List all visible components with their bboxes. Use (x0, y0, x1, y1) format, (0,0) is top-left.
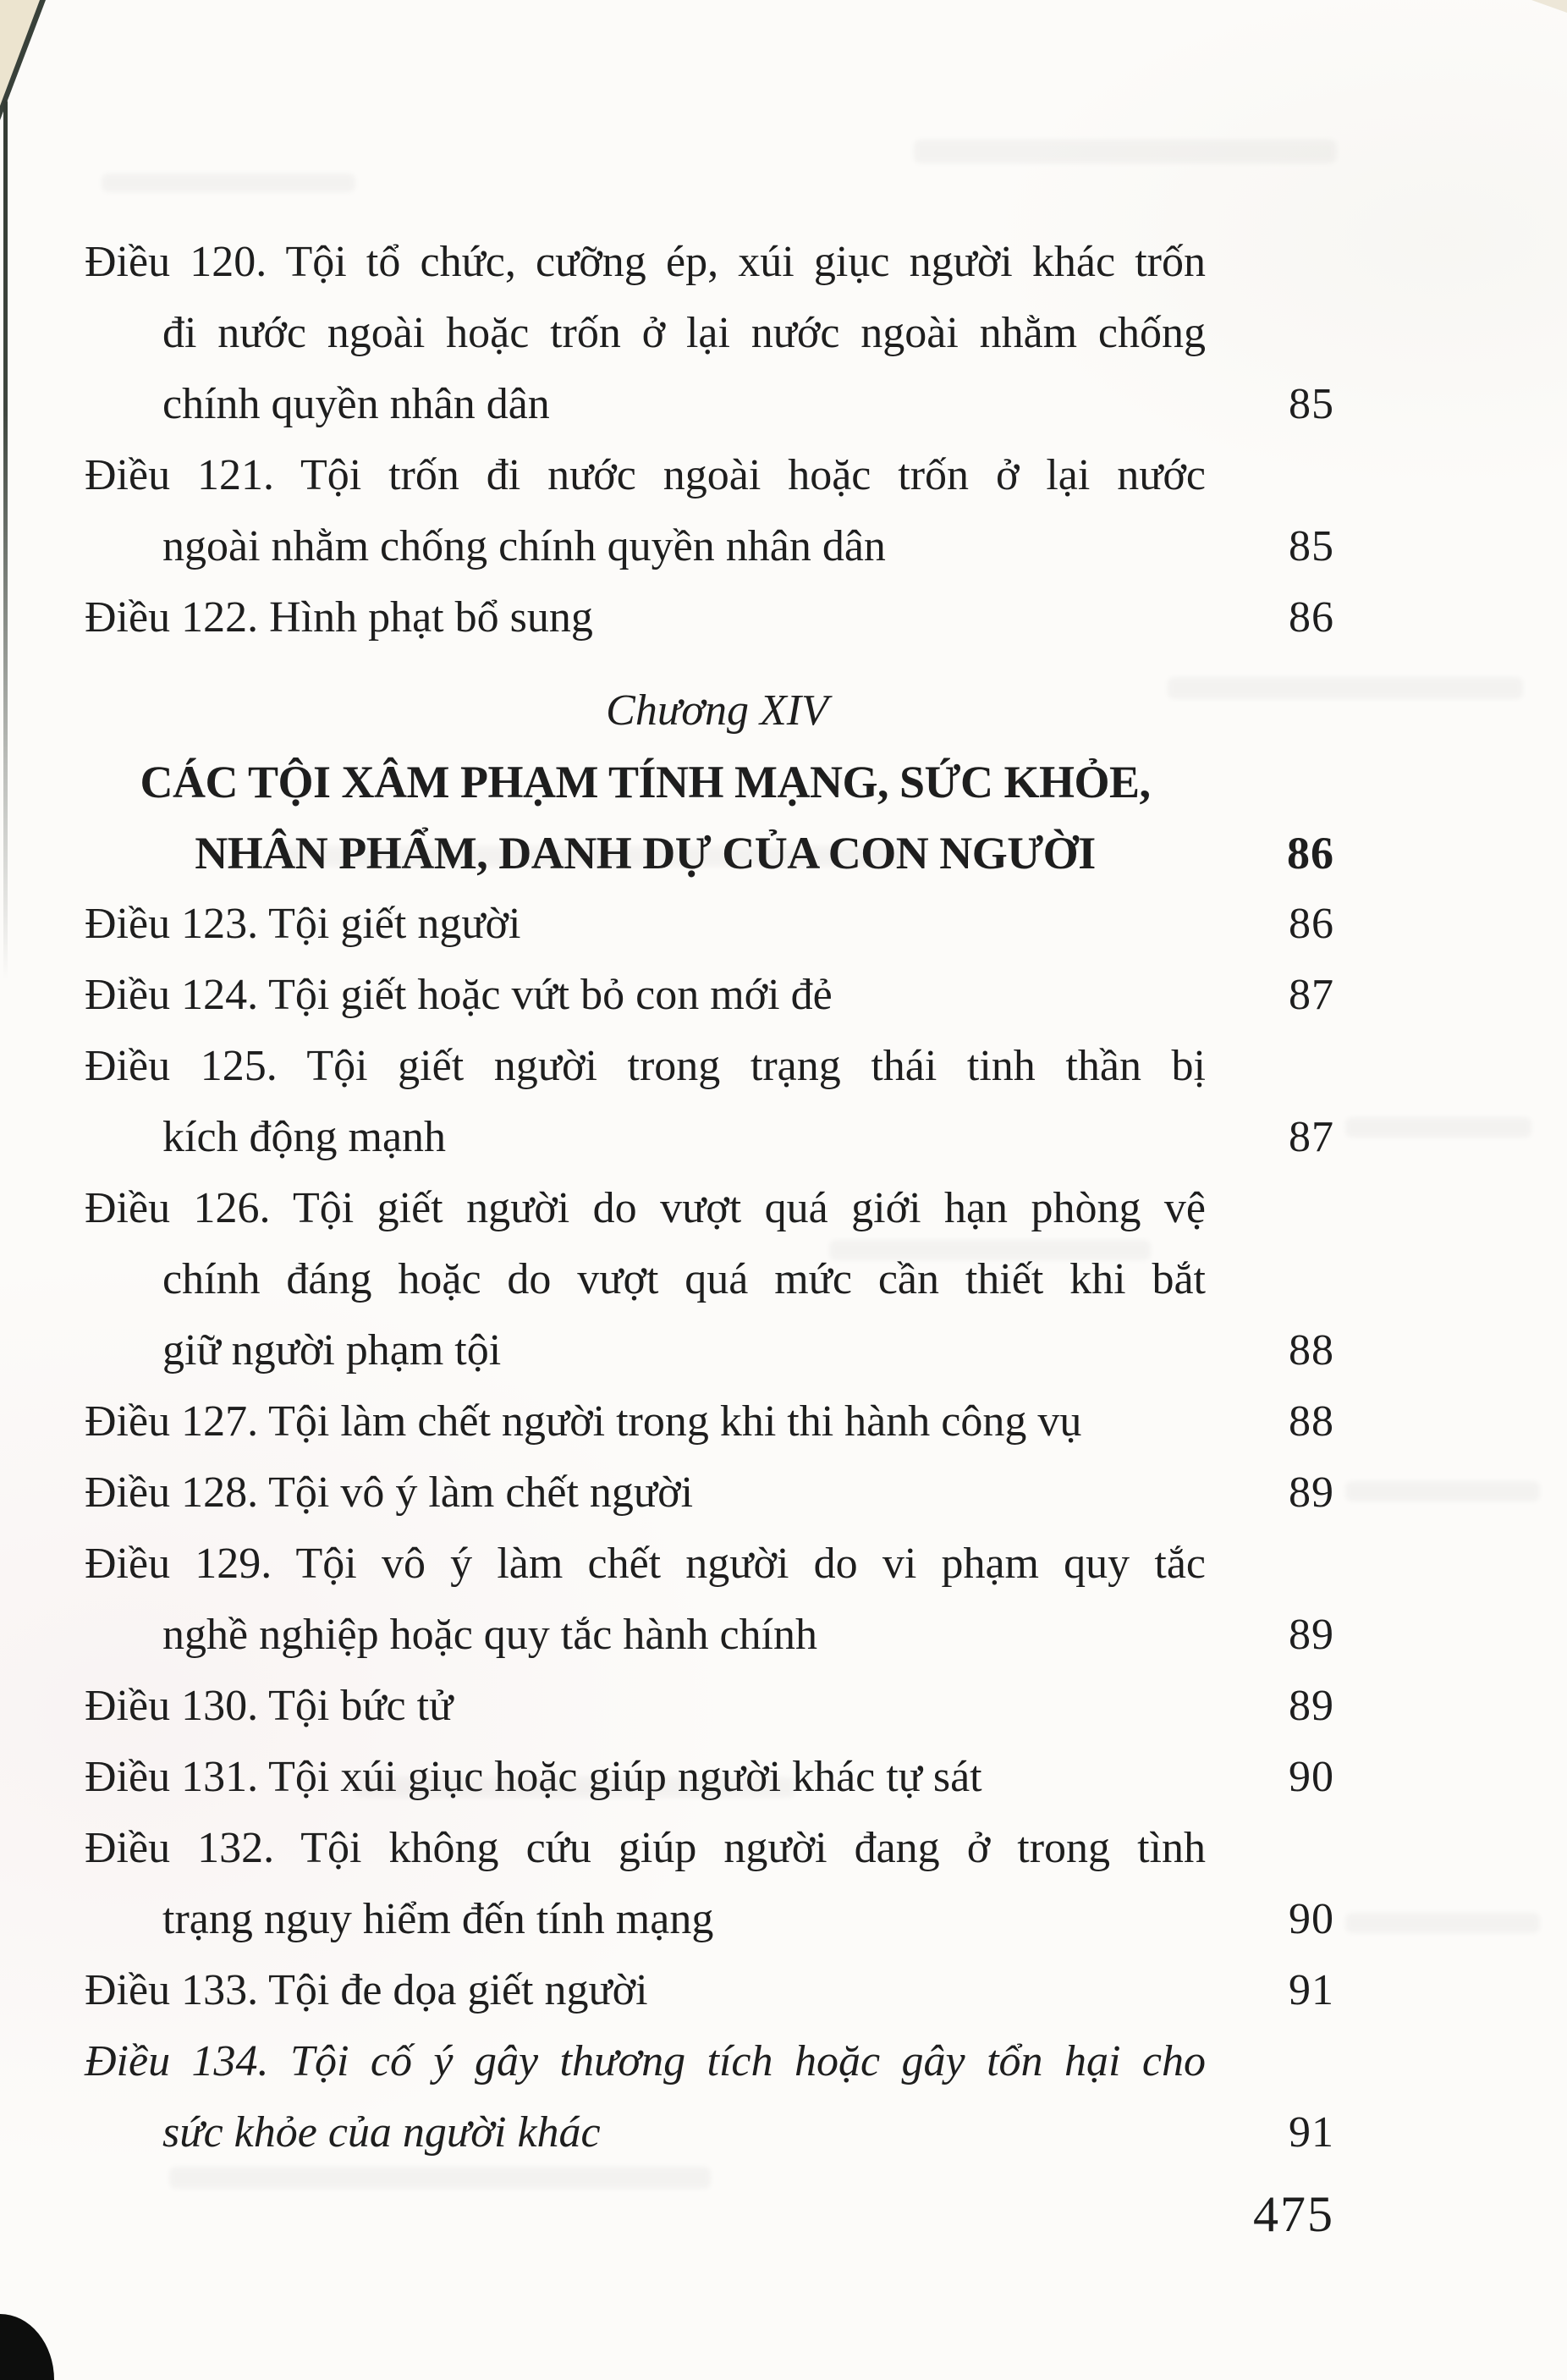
toc-page-number: 90 (1289, 1753, 1334, 1801)
page-edge-artifact-top-right (1531, 0, 1567, 13)
toc-line (85, 1031, 1334, 1102)
toc-page-number: 89 (1289, 1682, 1334, 1730)
toc-line (85, 1671, 1334, 1742)
toc-line-text: Điều 120. Tội tổ chức, cưỡng ép, xúi giục người khác trốn (85, 238, 1206, 286)
toc-line-text: Điều 130. Tội bức tử (85, 1682, 454, 1730)
toc-line (85, 1173, 1334, 1244)
toc-line-text: Điều 133. Tội đe dọa giết người (85, 1966, 648, 2014)
chapter-title-text: NHÂN PHẨM, DANH DỰ CỦA CON NGƯỜI (195, 828, 1096, 879)
toc-line-text: đi nước ngoài hoặc trốn ở lại nước ngoài nhằm chống (162, 309, 1206, 357)
toc-line (85, 2097, 1334, 2168)
show-through-artifact (102, 174, 355, 192)
toc-entry (85, 582, 1334, 653)
toc-entry (85, 1529, 1334, 1671)
toc-line (85, 1955, 1334, 2026)
toc-entry (85, 960, 1334, 1031)
toc-page-number: 88 (1289, 1326, 1334, 1375)
toc-line (85, 1742, 1334, 1813)
toc-line-text: trạng nguy hiểm đến tính mạng (162, 1895, 714, 1943)
toc-entry (85, 1813, 1334, 1955)
toc-page-number: 86 (1289, 900, 1334, 948)
toc-line (85, 1315, 1334, 1386)
toc-line (85, 1244, 1334, 1315)
toc-entry (85, 1173, 1334, 1386)
show-through-artifact (169, 2167, 711, 2189)
toc-line (85, 1457, 1334, 1529)
toc-entry (85, 1031, 1334, 1173)
toc-line-text: chính đáng hoặc do vượt quá mức cần thiết khi bắt (162, 1255, 1206, 1303)
toc-entry (85, 889, 1334, 960)
toc-entry (85, 2026, 1334, 2168)
toc-line-text: kích động mạnh (162, 1113, 447, 1161)
page-corner-shadow-bottom-left (0, 2314, 54, 2380)
page-edge-line (3, 100, 8, 980)
toc-line-text: Điều 127. Tội làm chết người trong khi thi hành công vụ (85, 1397, 1082, 1446)
toc-entry (85, 1671, 1334, 1742)
toc-line (85, 440, 1334, 511)
toc-entry (85, 1457, 1334, 1529)
toc-line (85, 1102, 1334, 1173)
toc-page-number: 86 (1287, 828, 1334, 879)
toc-line-text: Điều 131. Tội xúi giục hoặc giúp người khác tự sát (85, 1753, 982, 1801)
toc-line (85, 1884, 1334, 1955)
toc-line-text: Điều 122. Hình phạt bổ sung (85, 593, 593, 642)
toc-line (85, 511, 1334, 582)
toc-line-text: chính quyền nhân dân (162, 380, 550, 428)
toc-line (85, 1600, 1334, 1671)
toc-line-text: Điều 132. Tội không cứu giúp người đang ở trong tình (85, 1824, 1206, 1872)
toc-entry (85, 227, 1334, 440)
toc-line (85, 1529, 1334, 1600)
toc-line (85, 960, 1334, 1031)
chapter-title-line (85, 818, 1334, 889)
toc-line (85, 1386, 1334, 1457)
toc-page-number: 85 (1289, 522, 1334, 570)
toc-page-number: 91 (1289, 2108, 1334, 2157)
toc-line-text: Điều 126. Tội giết người do vượt quá giới hạn phòng vệ (85, 1184, 1206, 1232)
toc-entry (85, 1386, 1334, 1457)
toc-page-number: 87 (1289, 971, 1334, 1019)
toc-page-number: 87 (1289, 1113, 1334, 1161)
toc-entry (85, 440, 1334, 582)
toc-page-number: 89 (1289, 1468, 1334, 1517)
toc-page-number: 85 (1289, 380, 1334, 428)
toc-line (85, 227, 1334, 298)
printed-page-number: 475 (1253, 2186, 1334, 2242)
chapter-kicker: Chương XIV (606, 686, 828, 735)
show-through-artifact (1345, 1913, 1540, 1933)
toc-line (85, 2026, 1334, 2097)
toc-line-text: Điều 128. Tội vô ý làm chết người (85, 1468, 694, 1517)
toc-page-number: 90 (1289, 1895, 1334, 1943)
toc-line (85, 582, 1334, 653)
toc-entry (85, 1955, 1334, 2026)
toc-entry (85, 1742, 1334, 1813)
toc-line-text: giữ người phạm tội (162, 1326, 502, 1375)
toc-page-number: 89 (1289, 1611, 1334, 1659)
toc-page-number: 91 (1289, 1966, 1334, 2014)
toc-page-number: 86 (1289, 593, 1334, 642)
chapter-title-text: CÁC TỘI XÂM PHẠM TÍNH MẠNG, SỨC KHỎE, (140, 757, 1151, 807)
toc-line-text: Điều 129. Tội vô ý làm chết người do vi phạm quy tắc (85, 1540, 1206, 1588)
toc-line-text: Điều 121. Tội trốn đi nước ngoài hoặc trốn ở lại nước (85, 451, 1206, 499)
toc-line (85, 369, 1334, 440)
toc-line (85, 1813, 1334, 1884)
toc-line-text: sức khỏe của người khác (162, 2108, 601, 2157)
toc-page-number: 88 (1289, 1397, 1334, 1446)
toc-line-text: nghề nghiệp hoặc quy tắc hành chính (162, 1611, 817, 1659)
toc (85, 227, 1334, 2168)
toc-line-text: Điều 134. Tội cố ý gây thương tích hoặc gây tổn hại cho (85, 2037, 1206, 2085)
toc-line (85, 298, 1334, 369)
toc-line-text: Điều 124. Tội giết hoặc vứt bỏ con mới đẻ (85, 971, 833, 1019)
toc-line (85, 889, 1334, 960)
toc-line-text: ngoài nhằm chống chính quyền nhân dân (162, 522, 886, 570)
show-through-artifact (1345, 1117, 1531, 1138)
chapter-title-line (85, 747, 1334, 818)
toc-line-text: Điều 123. Tội giết người (85, 900, 521, 948)
show-through-artifact (1345, 1481, 1540, 1501)
toc-line-text: Điều 125. Tội giết người trong trạng thái tinh thần bị (85, 1042, 1206, 1090)
show-through-artifact (914, 140, 1337, 163)
